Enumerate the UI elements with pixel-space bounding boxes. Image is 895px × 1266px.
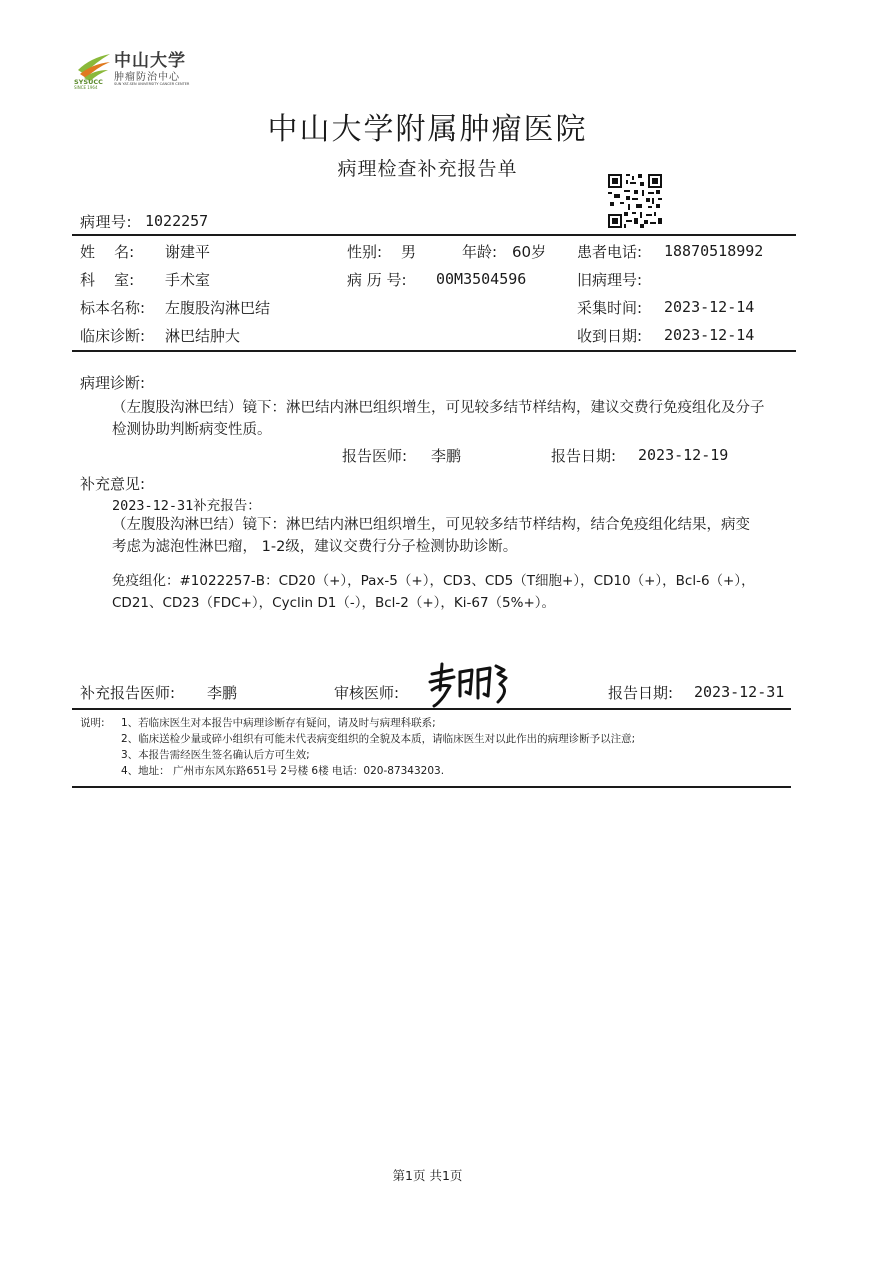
received-label: 收到日期: bbox=[577, 327, 643, 345]
supplement-text: （左腹股沟淋巴结）镜下：淋巴结内淋巴组织增生，可见较多结节样结构，结合免疫组化结果，病变考虑为滤泡性淋巴瘤， 1-2级，建议交费行分子检测协助诊断。 bbox=[112, 517, 750, 555]
pathology-section-title: 病理诊断: bbox=[80, 374, 146, 392]
sex-label: 性别: bbox=[347, 243, 383, 261]
reviewer-label: 审核医师: bbox=[334, 684, 400, 702]
logo-mark-text: SYSUCC bbox=[74, 78, 103, 86]
dept-label: 科 室: bbox=[80, 271, 135, 289]
hospital-title: 中山大学附属肿瘤医院 bbox=[267, 112, 588, 147]
notes-divider-top bbox=[72, 708, 791, 710]
ihc-results: 免疫组化：#1022257-B：CD20（+），Pax-5（+），CD3、CD5（T细胞+），CD10（+），Bcl-6（+），CD21、CD23（FDC+），Cyclin D1（-），Bcl-2（+），Ki-67（5%+）。 bbox=[112, 573, 755, 611]
header-divider-top bbox=[72, 234, 796, 236]
logo-mark-icon bbox=[76, 48, 112, 82]
logo-org-name: 中山大学 bbox=[114, 51, 186, 71]
collect-label: 采集时间: bbox=[577, 299, 643, 317]
collect-value: 2023-12-14 bbox=[664, 298, 755, 316]
pathology-date-value: 2023-12-19 bbox=[638, 446, 729, 464]
supp-doctor-value: 李鹏 bbox=[207, 684, 238, 702]
reviewer-signature bbox=[426, 660, 512, 708]
logo-org-en: SUN YAT-SEN UNIVERSITY CANCER CENTER bbox=[114, 82, 190, 86]
pathology-no-label: 病理号: bbox=[80, 213, 133, 231]
qr-code-icon bbox=[608, 174, 662, 228]
supplement-section-title: 补充意见: bbox=[80, 475, 146, 493]
specimen-label: 标本名称: bbox=[80, 299, 146, 317]
phone-value: 18870518992 bbox=[664, 242, 764, 260]
notes-item-3: 3、本报告需经医生签名确认后方可生效; bbox=[121, 749, 310, 761]
signoff-date-label: 报告日期: bbox=[608, 684, 674, 702]
notes-item-4: 4、地址： 广州市东风东路651号 2号楼 6楼 电话：020-87343203. bbox=[121, 765, 445, 777]
supplement-heading: 2023-12-31补充报告： bbox=[112, 498, 261, 514]
notes-divider-bottom bbox=[72, 786, 791, 788]
diagnosis-label: 临床诊断: bbox=[80, 327, 146, 345]
received-value: 2023-12-14 bbox=[664, 326, 755, 344]
name-label: 姓 名: bbox=[80, 243, 135, 261]
record-label: 病 历 号: bbox=[347, 271, 407, 289]
notes-item-1: 1、若临床医生对本报告中病理诊断存有疑问，请及时与病理科联系; bbox=[121, 717, 436, 729]
record-value: 00M3504596 bbox=[436, 270, 527, 288]
pathology-doctor-label: 报告医师: bbox=[342, 447, 408, 465]
page-number: 第1页 共1页 bbox=[392, 1168, 463, 1183]
header-divider-bottom bbox=[72, 350, 796, 352]
dept-value: 手术室 bbox=[165, 271, 211, 289]
age-value: 60岁 bbox=[512, 243, 547, 261]
supp-doctor-label: 补充报告医师: bbox=[80, 684, 176, 702]
pathology-doctor-value: 李鹏 bbox=[431, 447, 462, 465]
sex-value: 男 bbox=[401, 243, 417, 261]
phone-label: 患者电话: bbox=[577, 243, 643, 261]
pathology-no-value: 1022257 bbox=[145, 212, 209, 230]
signoff-date-value: 2023-12-31 bbox=[694, 683, 785, 701]
hospital-logo bbox=[72, 44, 202, 92]
logo-since-text: SINCE 1964 bbox=[74, 85, 98, 90]
notes-label: 说明: bbox=[80, 717, 105, 729]
pathology-date-label: 报告日期: bbox=[551, 447, 617, 465]
logo-org-sub: 肿瘤防治中心 bbox=[114, 72, 180, 83]
report-title: 病理检查补充报告单 bbox=[337, 158, 518, 180]
diagnosis-value: 淋巴结肿大 bbox=[165, 327, 241, 345]
specimen-value: 左腹股沟淋巴结 bbox=[165, 299, 271, 317]
age-label: 年龄: bbox=[462, 243, 498, 261]
old-no-label: 旧病理号: bbox=[577, 271, 643, 289]
name-value: 谢建平 bbox=[165, 243, 211, 261]
pathology-text: （左腹股沟淋巴结）镜下：淋巴结内淋巴组织增生，可见较多结节样结构，建议交费行免疫组化及分子检测协助判断病变性质。 bbox=[112, 400, 765, 438]
notes-item-2: 2、临床送检少量或碎小组织有可能未代表病变组织的全貌及本质，请临床医生对以此作出的病理诊断予以注意; bbox=[121, 733, 636, 745]
